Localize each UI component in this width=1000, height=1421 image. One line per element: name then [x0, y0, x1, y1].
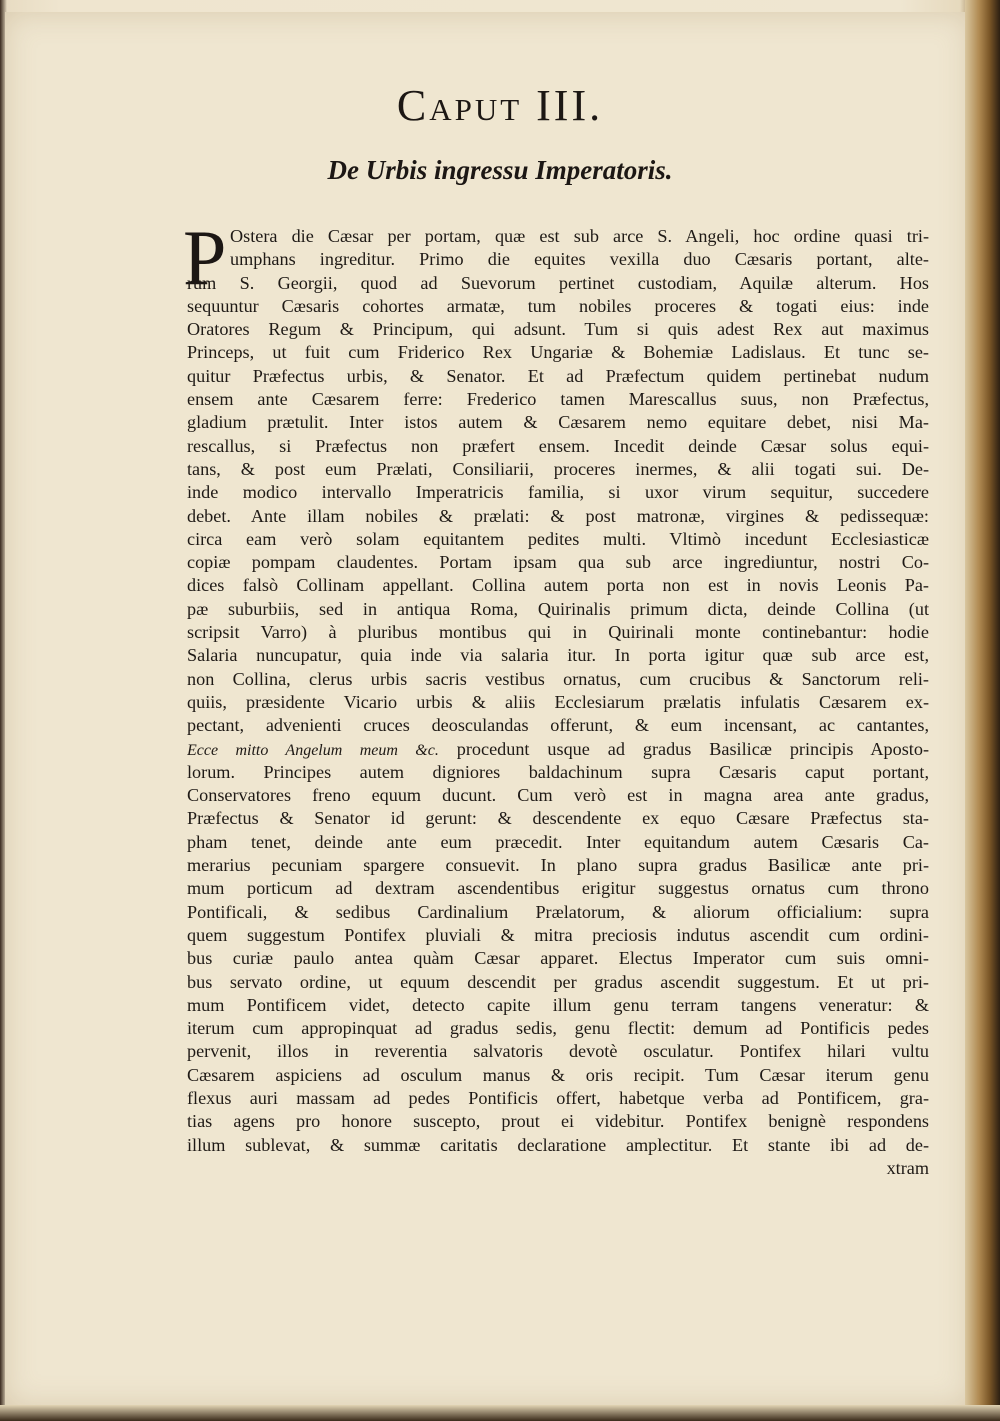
text-line [187, 248, 929, 271]
text-line [187, 644, 929, 667]
text-line-content: quitur Præfectus urbis, & Senator. Et ad Præfectum quidem pertinebat nudum [187, 365, 929, 386]
drop-cap: P [183, 214, 227, 301]
text-line-content: pæ suburbiis, sed in antiqua Roma, Quirinalis primum dicta, deinde Collina (ut [187, 598, 929, 619]
text-line-content: Princeps, ut fuit cum Friderico Rex Ungariæ & Bohemiæ Ladislaus. Et tunc se- [187, 342, 929, 363]
text-line-content: debet. Ante illam nobiles & prælati: & post matronæ, virgines & pedissequæ: [187, 505, 929, 526]
text-line-content: pervenit, illos in reverentia salvatoris devotè osculatur. Pontifex hilari vultu [187, 1041, 929, 1062]
text-line-content: Pontificali, & sedibus Cardinalium Prælatorum, & aliorum officialium: supra [187, 901, 929, 922]
text-line [187, 1110, 929, 1133]
text-line-content: Ostera die Cæsar per portam, quæ est sub arce S. Angeli, hoc ordine quasi tri- [230, 226, 929, 246]
text-line [187, 947, 929, 970]
text-line [187, 365, 929, 388]
text-line-content: pectant, advenienti cruces deosculandas offerunt, & eum incensant, ac cantantes, [187, 715, 929, 736]
book-edge-right [965, 0, 1000, 1421]
text-line [187, 505, 929, 528]
text-line-content: tias agens pro honore suscepto, prout ei videbitur. Pontifex benignè respondens [187, 1111, 929, 1132]
text-line-content: quiis, præsidente Vicario urbis & aliis Ecclesiarum prælatis infulatis Cæsarem ex- [187, 691, 929, 712]
text-line [187, 1087, 929, 1110]
body-text [187, 225, 929, 1180]
text-line [187, 295, 929, 318]
text-line [187, 971, 929, 994]
text-line-content: iterum cum appropinquat ad gradus sedis, genu flectit: demum ad Pontificis pedes [187, 1018, 929, 1039]
text-line-content: merarius pecuniam spargere consuevit. In plano supra gradus Basilicæ ante pri- [187, 855, 929, 876]
text-line [187, 1134, 929, 1157]
text-line [187, 784, 929, 807]
text-line [187, 411, 929, 434]
text-line-content: ensem ante Cæsarem ferre: Frederico tamen Marescallus suus, non Præfectus, [187, 389, 929, 410]
text-line [187, 551, 929, 574]
text-line-content: flexus auri massam ad pedes Pontificis offert, habetque verba ad Pontificem, gra- [187, 1087, 929, 1108]
text-line-content: Oratores Regum & Principum, qui adsunt. Tum si quis adest Rex aut maximus [187, 319, 929, 340]
text-line-content: non Collina, clerus urbis sacris vestibus ornatus, cum crucibus & Sanctorum reli- [187, 668, 929, 689]
text-line [187, 924, 929, 947]
text-line-content: umphans ingreditur. Primo die equites vexilla duo Cæsaris portant, alte- [230, 249, 929, 270]
text-line-content: mum porticum ad dextram ascendentibus erigitur suggestus ornatus cum throno [187, 878, 929, 899]
text-line [187, 318, 929, 341]
text-line-content: bus curiæ paulo antea quàm Cæsar apparet. Electus Imperator cum suis omni- [187, 948, 929, 969]
italic-quotation: Ecce mitto Angelum meum &c. [187, 741, 439, 759]
text-line [187, 341, 929, 364]
text-line-content: Cæsarem aspiciens ad osculum manus & oris recipit. Tum Cæsar iterum genu [187, 1064, 929, 1085]
text-line-content: scripsit Varro) à pluribus montibus qui in Quirinali monte continebantur: hodie [187, 622, 929, 643]
text-line [187, 877, 929, 900]
text-line [187, 528, 929, 551]
text-line [187, 901, 929, 924]
text-line-content: dices falsò Collinam appellant. Collina autem porta non est in novis Leonis Pa- [187, 575, 929, 596]
text-line [187, 225, 929, 248]
text-line-content: Præfectus & Senator id gerunt: & descendente ex equo Cæsare Præfectus sta- [187, 808, 929, 829]
text-line-content: inde modico intervallo Imperatricis familia, si uxor virum sequitur, succedere [187, 482, 929, 503]
text-line-content: lorum. Principes autem digniores baldachinum supra Cæsaris caput portant, [187, 761, 929, 782]
text-line-content: circa eam verò solam equitantem pedites multi. Vltimò incedunt Ecclesiasticæ [187, 528, 929, 549]
text-line-content: rum S. Georgii, quod ad Suevorum pertinet custodiam, Aquilæ alterum. Hos [187, 272, 929, 293]
text-line [187, 807, 929, 830]
text-line-content: pham tenet, deinde ante eum præcedit. Inter equitandum autem Cæsaris Ca- [187, 831, 929, 852]
text-line [187, 994, 929, 1017]
text-line [187, 574, 929, 597]
text-line [187, 458, 929, 481]
chapter-title: Caput III. [396, 81, 604, 130]
text-line [187, 1040, 929, 1063]
text-line-content: tans, & post eum Prælati, Consiliarii, proceres inermes, & alii togati sui. De- [187, 458, 929, 479]
text-line [187, 831, 929, 854]
text-line-content: procedunt usque ad gradus Basilicæ principis Aposto- [456, 738, 929, 759]
text-line [187, 621, 929, 644]
book-edge-bottom [0, 1405, 1000, 1421]
text-line [187, 668, 929, 691]
text-line-content: quem suggestum Pontifex pluviali & mitra preciosis indutus ascendit cum ordini- [187, 924, 929, 945]
text-line-content: gladium prætulit. Inter istos autem & Cæsarem nemo equitare debet, nisi Ma- [187, 412, 929, 433]
text-line [187, 761, 929, 784]
text-line-content: copiæ pompam claudentes. Portam ipsam qua sub arce ingrediuntur, nostri Co- [187, 552, 929, 573]
text-line-content: Salaria nuncupatur, quia inde via salaria itur. In porta igitur quæ sub arce est, [187, 645, 929, 666]
text-line-content: rescallus, si Præfectus non præfert ensem. Incedit deinde Cæsar solus equi- [187, 435, 929, 456]
text-line [187, 714, 929, 737]
text-line [187, 691, 929, 714]
text-line [187, 854, 929, 877]
text-line [187, 1064, 929, 1087]
text-line [187, 272, 929, 295]
text-line-content: bus servato ordine, ut equum descendit per gradus ascendit suggestum. Et ut pri- [187, 971, 929, 992]
catchword: xtram [886, 1157, 929, 1178]
text-line [187, 435, 929, 458]
text-line [187, 388, 929, 411]
text-line-content: sequuntur Cæsaris cohortes armatæ, tum nobiles proceres & togati eius: inde [187, 295, 929, 316]
text-line [187, 598, 929, 621]
text-line-content: Conservatores freno equum ducunt. Cum verò est in magna area ante gradus, [187, 785, 929, 806]
section-title: De Urbis ingressu Imperatoris. [327, 155, 673, 185]
text-line [187, 1017, 929, 1040]
text-line-content: illum sublevat, & summæ caritatis declaratione amplectitur. Et stante ibi ad de- [187, 1134, 929, 1155]
text-line-content: mum Pontificem videt, detecto capite illum genu terram tangens veneratur: & [187, 994, 929, 1015]
text-line [187, 481, 929, 504]
text-line [187, 738, 929, 761]
